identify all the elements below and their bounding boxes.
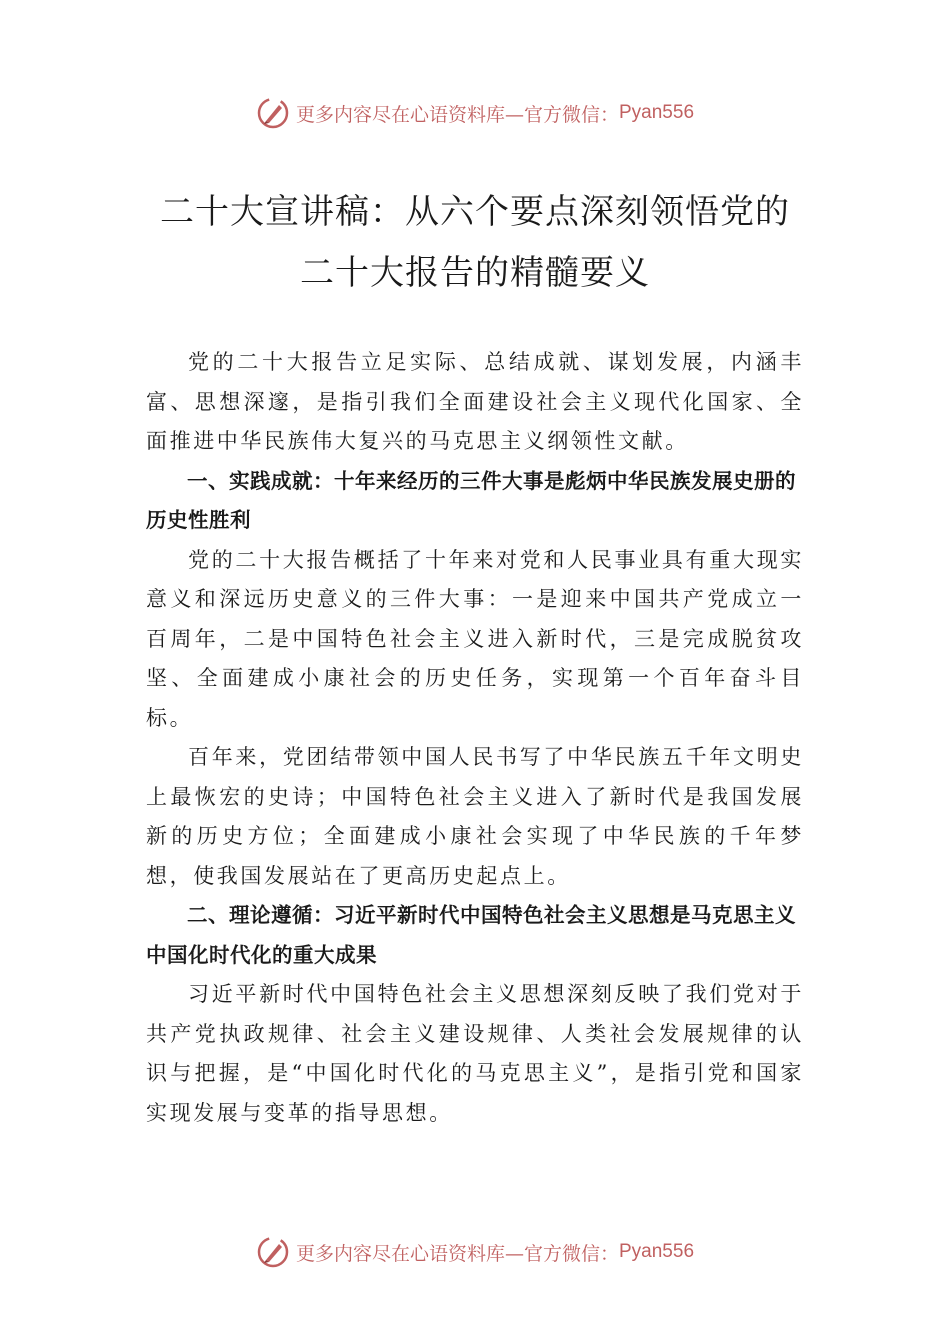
- watermark-text: 更多内容尽在心语资料库—官方微信：: [295, 103, 619, 126]
- watermark-top: [0, 96, 950, 130]
- watermark-wechat-id: Pyan556: [619, 102, 695, 123]
- title-line-1: 二十大宣讲稿：从六个要点深刻领悟党的: [160, 192, 790, 232]
- pen-logo-icon: [256, 96, 290, 130]
- section-1-paragraph-2: 百年来，党团结带领中国人民书写了中华民族五千年文明史上最恢宏的史诗；中国特色社会主义进入了新时代是我国发展新的历史方位；全面建成小康社会实现了中华民族的千年梦想，使我国发展站在了更高历史起点上。: [146, 745, 804, 888]
- intro-paragraph: 党的二十大报告立足实际、总结成就、谋划发展，内涵丰富、思想深邃，是指引我们全面建设社会主义现代化国家、全面推进中华民族伟大复兴的马克思主义纲领性文献。: [146, 350, 804, 453]
- watermark-text: 更多内容尽在心语资料库—官方微信：: [295, 1242, 619, 1265]
- pen-logo-icon: [256, 1235, 290, 1269]
- document-title: [0, 182, 950, 304]
- section-2-paragraph-1: 习近平新时代中国特色社会主义思想深刻反映了我们党对于共产党执政规律、社会主义建设规律、人类社会发展规律的认识与把握，是“中国化时代化的马克思主义”，是指引党和国家实现发展与变革的指导思想。: [146, 982, 804, 1125]
- watermark-wechat-id: Pyan556: [619, 1241, 695, 1262]
- section-2-heading: 二、理论遵循：习近平新时代中国特色社会主义思想是马克思主义中国化时代化的重大成果: [146, 903, 796, 967]
- watermark-bottom: [0, 1235, 950, 1269]
- document-body: [146, 343, 804, 1133]
- title-line-2: 二十大报告的精髓要义: [300, 253, 650, 293]
- section-1-heading: 一、实践成就：十年来经历的三件大事是彪炳中华民族发展史册的历史性胜利: [146, 468, 796, 532]
- section-1-paragraph-1: 党的二十大报告概括了十年来对党和人民事业具有重大现实意义和深远历史意义的三件大事：一是迎来中国共产党成立一百周年，二是中国特色社会主义进入新时代，三是完成脱贫攻坚、全面建成小康社会的历史任务，实现第一个百年奋斗目标。: [146, 547, 804, 730]
